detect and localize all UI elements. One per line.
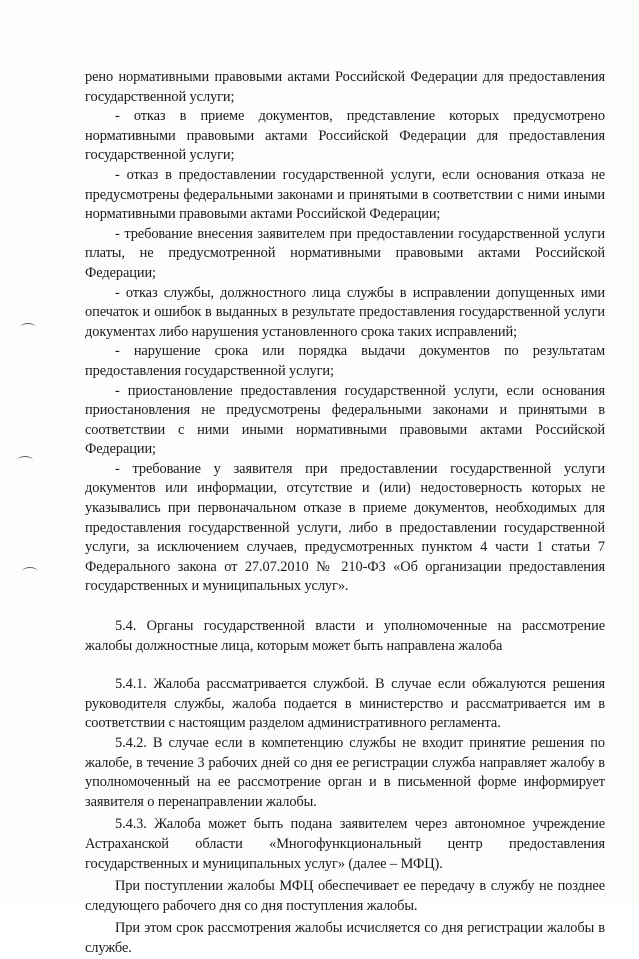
document-body bbox=[85, 68, 605, 959]
paragraph: При этом срок рассмотрения жалобы исчисляется со дня регистрации жалобы в службе. bbox=[85, 920, 605, 956]
paragraph: 5.4.2. В случае если в компетенцию службы не входит принятие решения по жалобе, в течение 3 рабочих дней со дня ее регистрации служба направляет жалобу в уполномоченный на ее рассмотрение орган и в письменной форме информирует заявителя о перенаправлении жалобы. bbox=[85, 735, 605, 810]
paragraph-continuation: рено нормативными правовыми актами Российской Федерации для предоставления государственной услуги; bbox=[85, 69, 605, 105]
paragraph: 5.4.3. Жалоба может быть подана заявителем через автономное учреждение Астраханской области «Многофункциональный центр предоставления государственных и муниципальных услуг» (далее – МФЦ). bbox=[85, 816, 605, 872]
list-item: - нарушение срока или порядка выдачи документов по результатам предоставления государственной услуги; bbox=[85, 343, 605, 379]
list-item: - требование у заявителя при предоставлении государственной услуги документов или информации, отсутствие и (или) недостоверность которых не указывались при первоначальном отказе в приеме документов, необходимых для предоставления государственной услуги, либо в предоставлении государственной услуги, за исключением случаев, предусмотренных пунктом 4 части 1 статьи 7 Федерального закона от 27.07.2010 № 210-ФЗ «Об организации предоставления государственных и муниципальных услуг». bbox=[85, 460, 605, 595]
list-item: - отказ в приеме документов, представление которых предусмотрено нормативными правовыми актами Российской Федерации для предоставления государственной услуги; bbox=[85, 108, 605, 164]
scan-mark bbox=[20, 323, 36, 332]
list-item: - требование внесения заявителем при предоставлении государственной услуги платы, не предусмотренной нормативными правовыми актами Российской Федерации; bbox=[85, 225, 605, 281]
paragraph: 5.4.1. Жалоба рассматривается службой. В случае если обжалуются решения руководителя службы, жалоба подается в министерство и рассматривается им в соответствии с настоящим разделом административного регламента. bbox=[85, 676, 605, 732]
list-item: - отказ службы, должностного лица службы в исправлении допущенных ими опечаток и ошибок в выданных в результате предоставления государственной услуги документах либо нарушения установленного срока таких исправлений; bbox=[85, 284, 605, 340]
scan-mark bbox=[22, 567, 38, 576]
paragraph: При поступлении жалобы МФЦ обеспечивает ее передачу в службу не позднее следующего рабочего дня со дня поступления жалобы. bbox=[85, 878, 605, 914]
section-heading: 5.4. Органы государственной власти и уполномоченные на рассмотрение жалобы должностные лица, которым может быть направлена жалоба bbox=[85, 618, 605, 654]
list-item: - отказ в предоставлении государственной услуги, если основания отказа не предусмотрены федеральными законами и принятыми в соответствии с ними иными нормативными правовыми актами Российской Федерации; bbox=[85, 166, 605, 223]
list-item: - приостановление предоставления государственной услуги, если основания приостановления не предусмотрены федеральными законами и принятыми в соответствии с ними иными нормативными правовыми актами Российской Федерации; bbox=[85, 382, 605, 458]
scan-mark bbox=[17, 456, 33, 465]
